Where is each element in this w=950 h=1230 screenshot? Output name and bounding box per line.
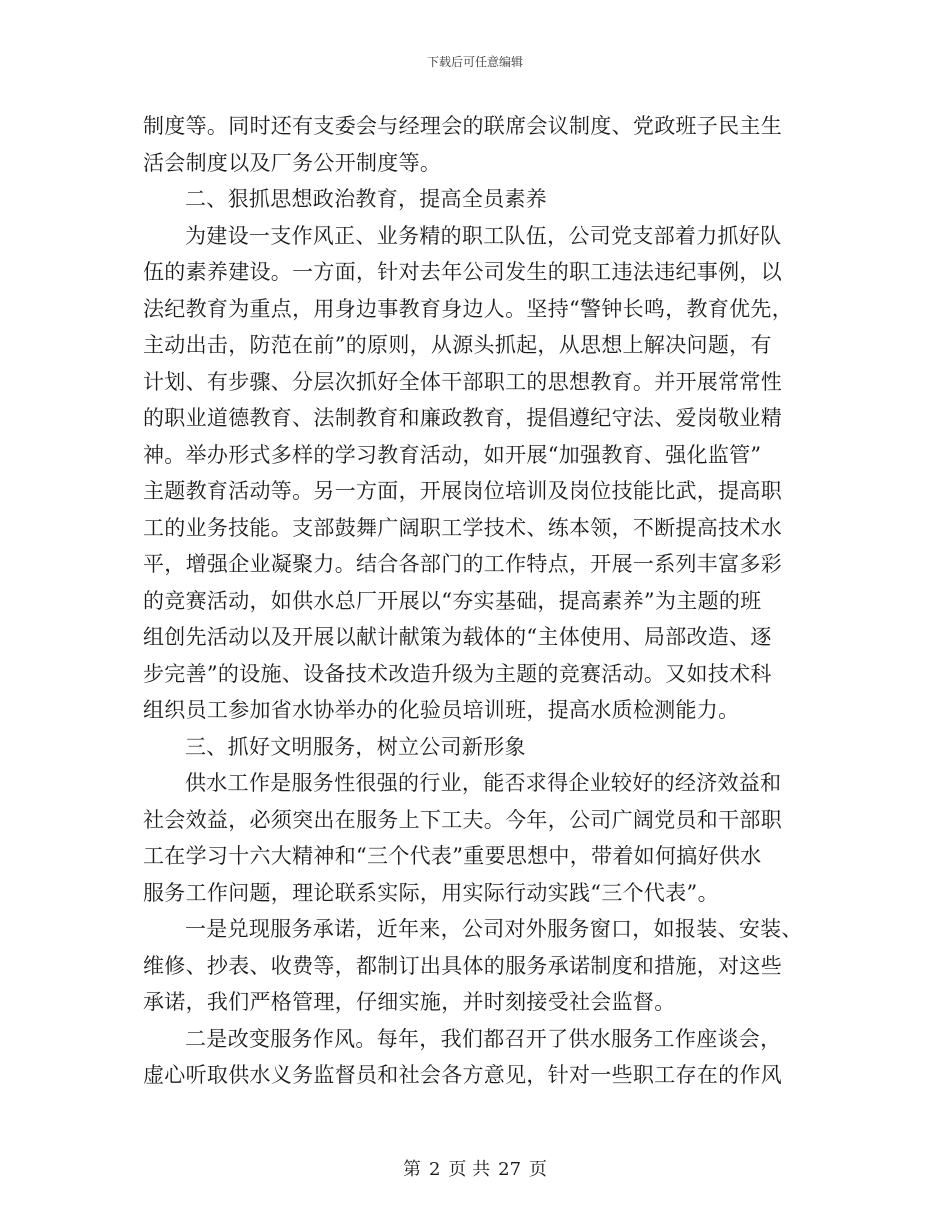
- body-line: 法纪教育为重点，用身边事教育身边人。坚持“警钟长鸣，教育优先，: [143, 296, 794, 321]
- section-heading: 二、狠抓思想政治教育，提高全员素养: [185, 187, 548, 211]
- body-line: 活会制度以及厂务公开制度等。: [143, 150, 442, 175]
- body-line: 工在学习十六大精神和“三个代表”重要思想中，带着如何搞好供水: [143, 844, 762, 868]
- body-line: 组创先活动以及开展以献计献策为载体的“主体使用、局部改造、逐: [143, 625, 772, 649]
- body-line: 承诺，我们严格管理，仔细实施，并时刻接受社会监督。: [143, 990, 676, 1014]
- body-line: 工的业务技能。支部鼓舞广阔职工学技术、练本领，不断提高技术水: [143, 515, 782, 540]
- body-line: 维修、抄表、收费等，都制订出具体的服务承诺制度和措施，对这些: [143, 953, 782, 978]
- total-pages: 27: [498, 1159, 522, 1180]
- body-line: 计划、有步骤、分层次抓好全体干部职工的思想教育。并开展常常性: [143, 369, 782, 394]
- body-line: 供水工作是服务性很强的行业，能否求得企业较好的经济效益和: [185, 771, 782, 795]
- body-line: 虚心听取供水义务监督员和社会各方意见，针对一些职工存在的作风: [143, 1063, 782, 1087]
- body-line: 服务工作问题，理论联系实际，用实际行动实践“三个代表”。: [143, 880, 719, 905]
- body-line: 神。举办形式多样的学习教育活动，如开展“加强教育、强化监管”: [143, 442, 762, 467]
- body-line: 伍的素养建设。一方面，针对去年公司发生的职工违法违纪事例，以: [143, 260, 782, 284]
- page-header: 下载后可任意编辑: [426, 55, 523, 69]
- body-line: 的竞赛活动，如供水总厂开展以“夯实基础，提高素养”为主题的班: [143, 588, 762, 613]
- body-line: 社会效益，必须突出在服务上下工夫。今年，公司广阔党员和干部职: [143, 807, 782, 832]
- document-body: [143, 108, 803, 1094]
- body-line: 制度等。同时还有支委会与经理会的联席会议制度、党政班子民主生: [143, 114, 782, 138]
- body-line: 二是改变服务作风。每年，我们都召开了供水服务工作座谈会，: [185, 1026, 782, 1051]
- footer-middle: 页 共: [448, 1159, 491, 1180]
- page-footer: [0, 1155, 950, 1181]
- footer-suffix: 页: [529, 1159, 548, 1180]
- body-line: 组织员工参加省水协举办的化验员培训班，提高水质检测能力。: [143, 698, 740, 722]
- body-line: 的职业道德教育、法制教育和廉政教育，提倡遵纪守法、爱岗敬业精: [143, 406, 782, 430]
- body-line: 为建设一支作风正、业务精的职工队伍，公司党支部着力抓好队: [185, 223, 782, 248]
- page-number: 2: [428, 1159, 441, 1180]
- body-line: 主动出击，防范在前”的原则，从源头抓起，从思想上解决问题，有: [143, 333, 772, 357]
- body-line: 步完善”的设施、设备技术改造升级为主题的竞赛活动。又如技术科: [143, 661, 772, 686]
- body-line: 主题教育活动等。另一方面，开展岗位培训及岗位技能比武，提高职: [143, 479, 782, 503]
- body-line: 平，增强企业凝聚力。结合各部门的工作特点，开展一系列丰富多彩: [143, 552, 782, 576]
- section-heading: 三、抓好文明服务，树立公司新形象: [185, 734, 526, 759]
- footer-prefix: 第: [402, 1159, 421, 1180]
- body-line: 一是兑现服务承诺，近年来，公司对外服务窗口，如报装、安装、: [185, 917, 803, 941]
